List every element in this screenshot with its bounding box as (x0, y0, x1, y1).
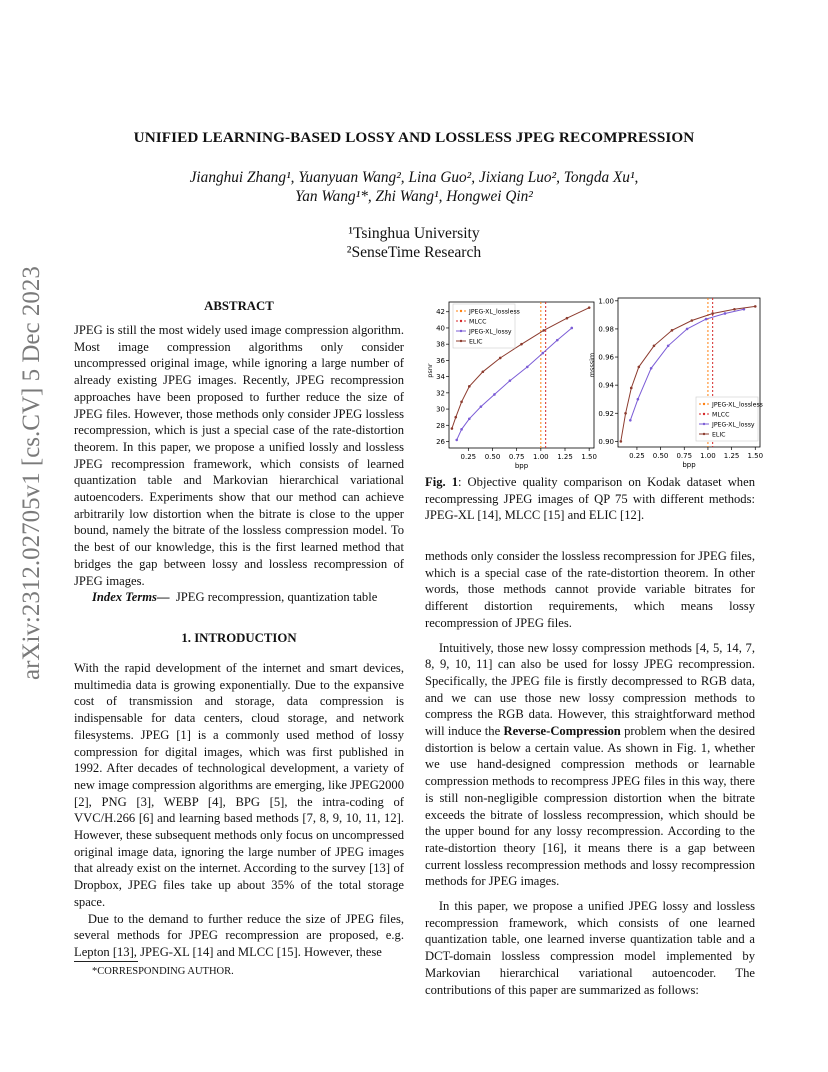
right-paragraph-2 (425, 640, 755, 891)
chart-1-point (454, 416, 457, 419)
chart-1-ytick-label: 30 (436, 405, 445, 414)
chart-1-point (556, 339, 559, 342)
chart-1-point (566, 317, 569, 320)
chart-2-xtick-label: 1.50 (747, 452, 764, 460)
chart-2-ytick-label: 1.00 (598, 297, 614, 306)
chart-1-point (493, 393, 496, 396)
chart-1-xtick-label: 0.50 (484, 453, 501, 461)
chart-2-legend-marker (703, 413, 705, 415)
figure-1 (425, 290, 765, 470)
index-terms-text: JPEG recompression, quantization table (175, 590, 378, 604)
chart-2-legend-marker (703, 423, 705, 425)
chart-2-point (705, 318, 708, 321)
paper-title: UNIFIED LEARNING-BASED LOSSY AND LOSSLESS JPEG RECOMPRESSION (133, 129, 695, 146)
abstract-body (74, 322, 404, 589)
figure-caption-text: : Objective quality comparison on Kodak dataset when recompressing JPEG images of QP 75 with different methods: JPEG-XL [14], MLCC [15] and ELIC [12]. (425, 475, 755, 523)
chart-1-xtick-label: 1.00 (533, 453, 549, 461)
chart-1-point (526, 366, 529, 369)
affiliation-2: ²SenseTime Research (346, 244, 482, 261)
chart-1-point (520, 343, 523, 346)
chart-1-legend-label: JPEG-XL_lossy (469, 328, 512, 336)
chart-2-point (686, 328, 689, 331)
chart-2-point (691, 319, 694, 322)
chart-1-point (468, 385, 471, 388)
chart-1-ytick-label: 38 (436, 340, 445, 349)
chart-1-point (541, 352, 544, 355)
chart-2-ytick-label: 0.98 (598, 325, 614, 334)
right-paragraph-3: In this paper, we propose a unified JPEG lossy and lossless recompression framework, which consists of one learned quantization table, one learned inverse quantization table and a DCT-domain lossless compression model implemented by Markovian hierarchical variational autoencoder. The contributions of this paper are summarized as follows: (425, 899, 755, 997)
chart-2-point (653, 344, 656, 347)
chart-1-xtick-label: 0.75 (508, 453, 525, 461)
chart-2-legend-label: ELIC (712, 431, 726, 439)
abstract-heading: ABSTRACT (204, 299, 274, 313)
chart-1-point (542, 329, 545, 332)
chart-2-legend-marker (703, 433, 705, 435)
chart-1-legend-marker (460, 340, 462, 342)
chart-1-point (468, 418, 471, 421)
chart-2-point (624, 412, 627, 415)
arxiv-identifier-text: arXiv:2312.02705v1 [cs.CV] 5 Dec 2023 (18, 266, 45, 680)
chart-1-legend-marker (460, 310, 462, 312)
chart-1-xtick-label: 1.25 (557, 453, 573, 461)
chart-1-point (455, 439, 458, 442)
chart-2-point (671, 329, 674, 332)
affiliations (60, 224, 768, 262)
chart-1-ytick-label: 32 (436, 389, 445, 398)
chart-2-point (630, 387, 633, 390)
author-line-1: Jianghui Zhang¹, Yuanyuan Wang², Lina Guo², Jixiang Luo², Tongda Xu¹, (189, 169, 639, 186)
chart-2-xtick-label: 0.25 (629, 452, 645, 460)
chart-1-legend-label: ELIC (469, 338, 483, 346)
chart-1-legend-label: JPEG-XL_lossless (469, 308, 520, 316)
chart-2-ytick-label: 0.96 (598, 353, 614, 362)
chart-2-legend-label: MLCC (712, 411, 730, 419)
figure-caption (425, 474, 755, 524)
chart-1-point (570, 327, 573, 330)
chart-2-point (620, 440, 623, 443)
chart-2-xtick-label: 0.50 (652, 452, 669, 460)
chart-1-ytick-label: 42 (436, 308, 445, 317)
right-paragraph-2-a: Intuitively, those new lossy compression methods [4, 5, 14, 7, 8, 9, 10, 11] can also be used for lossy JPEG recompression. Specifically, the JPEG file is firstly decompressed to RGB data, and we can use those new lossy compression methods to compress the RGB data. However, this straightforward method will induce the (425, 640, 755, 739)
chart-2-legend-label: JPEG-XL_lossless (712, 401, 763, 409)
chart-2-point (637, 398, 640, 401)
chart-2-xlabel: bpp (682, 461, 696, 469)
chart-2-xtick-label: 1.00 (700, 452, 716, 460)
chart-1-xtick-label: 1.50 (581, 453, 597, 461)
chart-2-point (733, 308, 736, 311)
chart-2-point (638, 366, 641, 369)
chart-1-ytick-label: 28 (436, 421, 445, 430)
figure-caption-label: Fig. 1 (425, 475, 458, 489)
chart-1-ytick-label: 40 (436, 324, 445, 333)
chart-1-point (480, 405, 483, 408)
chart-2-legend-marker (703, 403, 705, 405)
chart-2-ytick-label: 0.90 (598, 437, 614, 446)
index-terms (92, 590, 404, 605)
chart-1-ytick-label: 36 (436, 356, 445, 365)
footnote: *CORRESPONDING AUTHOR. (92, 966, 234, 977)
abstract-text: JPEG is still the most widely used image compression algorithm. Most image compression algorithms only consider uncompressed original image, while ignoring a large number of already existing JPEG images. Recently, JPEG recompression approaches have been proposed to further reduce the size of JPEG files. However, those methods only consider JPEG lossless recompression, which is just a special case of the rate-distortion theorem. In this paper, we propose a unified lossly and lossless JPEG recompression framework, which consists of learned quantization table and Markovian hierarchical variational autoencoders. Experiments show that our method can achieve arbitrarily low distortion when the bitrate is close to the upper bound, namely the bitrate of the lossless compression model. To the best of our knowledge, this is the first learned method that bridges the gap between lossy and lossless recompression of JPEG images. (74, 323, 404, 588)
figure-1-charts (425, 290, 765, 470)
chart-1-ytick-label: 26 (436, 438, 445, 447)
right-paragraph-2-b: problem when the desired distortion is below a certain value. As shown in Fig. 1, whether we use hand-designed compression methods or learnable compression methods to recompress JPEG files in this way, there is still non-negligible compression distortion when the bitrate exceeds the bitrate of lossless recompression, which should be the upper bound for any lossy recompression. According to the rate-distortion theory [16], it means there is a gap between current lossless recompression methods and lossy recompression methods for JPEG images. (425, 724, 755, 889)
right-paragraph-1: methods only consider the lossless recompression for JPEG files, which is a special case of the rate-distortion theorem. In other words, those methods cannot provide variable bitrates for different distortion requirements, which means lossy recompression of JPEG files. (425, 549, 755, 630)
intro-heading: 1. INTRODUCTION (181, 631, 297, 645)
chart-1-point (499, 357, 502, 360)
chart-1-point (460, 400, 463, 403)
intro-paragraph-2: Due to the demand to further reduce the size of JPEG files, several methods for JPEG recompression are proposed, e.g. Lepton [13], JPEG-XL [14] and MLCC [15]. However, these (74, 911, 404, 959)
chart-2-point (667, 344, 670, 347)
chart-2-xtick-label: 0.75 (676, 452, 693, 460)
chart-2-point (724, 312, 727, 315)
chart-1-legend-marker (460, 320, 462, 322)
index-terms-label: Index Terms— (92, 590, 170, 604)
author-list (60, 168, 768, 206)
chart-1-legend-label: MLCC (469, 318, 487, 326)
chart-2-xtick-label: 1.25 (723, 452, 740, 460)
chart-2-point (629, 419, 632, 422)
right-column-body (425, 548, 755, 998)
chart-1-ytick-label: 34 (436, 373, 445, 382)
intro-body (74, 660, 404, 961)
chart-1-legend-marker (460, 330, 462, 332)
chart-2-ytick-label: 0.94 (598, 381, 614, 390)
chart-2-legend-label: JPEG-XL_lossy (712, 421, 755, 429)
chart-1-point (482, 370, 485, 373)
chart-2-point (711, 312, 714, 315)
chart-2-point (650, 367, 653, 370)
chart-1-point (509, 379, 512, 382)
footnote-rule (74, 961, 138, 962)
chart-1-point (451, 427, 454, 430)
author-line-2: Yan Wang¹*, Zhi Wang¹, Hongwei Qin² (295, 188, 533, 205)
chart-1-xtick-label: 0.25 (460, 453, 477, 461)
arxiv-identifier (12, 266, 48, 680)
reverse-compression-term: Reverse-Compression (503, 724, 621, 739)
chart-1-ylabel: psnr (426, 363, 434, 378)
chart-2-ytick-label: 0.92 (598, 409, 614, 418)
chart-1-xlabel: bpp (514, 462, 529, 470)
chart-1-point (588, 306, 591, 309)
chart-1-point (460, 428, 463, 431)
chart-2-ylabel: msssim (588, 352, 596, 378)
affiliation-1: ¹Tsinghua University (348, 225, 480, 242)
chart-2-point (754, 305, 757, 308)
intro-paragraph-1: With the rapid development of the internet and smart devices, multimedia data is growing exponentially. Due to the expansive cost of transmission and storage, data compression is indispensable for data centers, cloud storage, and network filesystems. JPEG [1] is a commonly used method of lossy compression for digital images, which was first published in 1992. After decades of technological development, a variety of new image compression algorithms are emerging, like JPEG2000 [2], PNG [3], WEBP [4], BPG [5], the intra-coding of VVC/H.266 [6] and learning based methods [7, 8, 9, 10, 11, 12]. However, these subsequent methods only focus on uncompressed original image data, ignoring the large number of JPEG images that already exist on the internet. According to the survey [13] of Dropbox, JPEG files take up about 35% of the total storage space. (74, 661, 404, 909)
